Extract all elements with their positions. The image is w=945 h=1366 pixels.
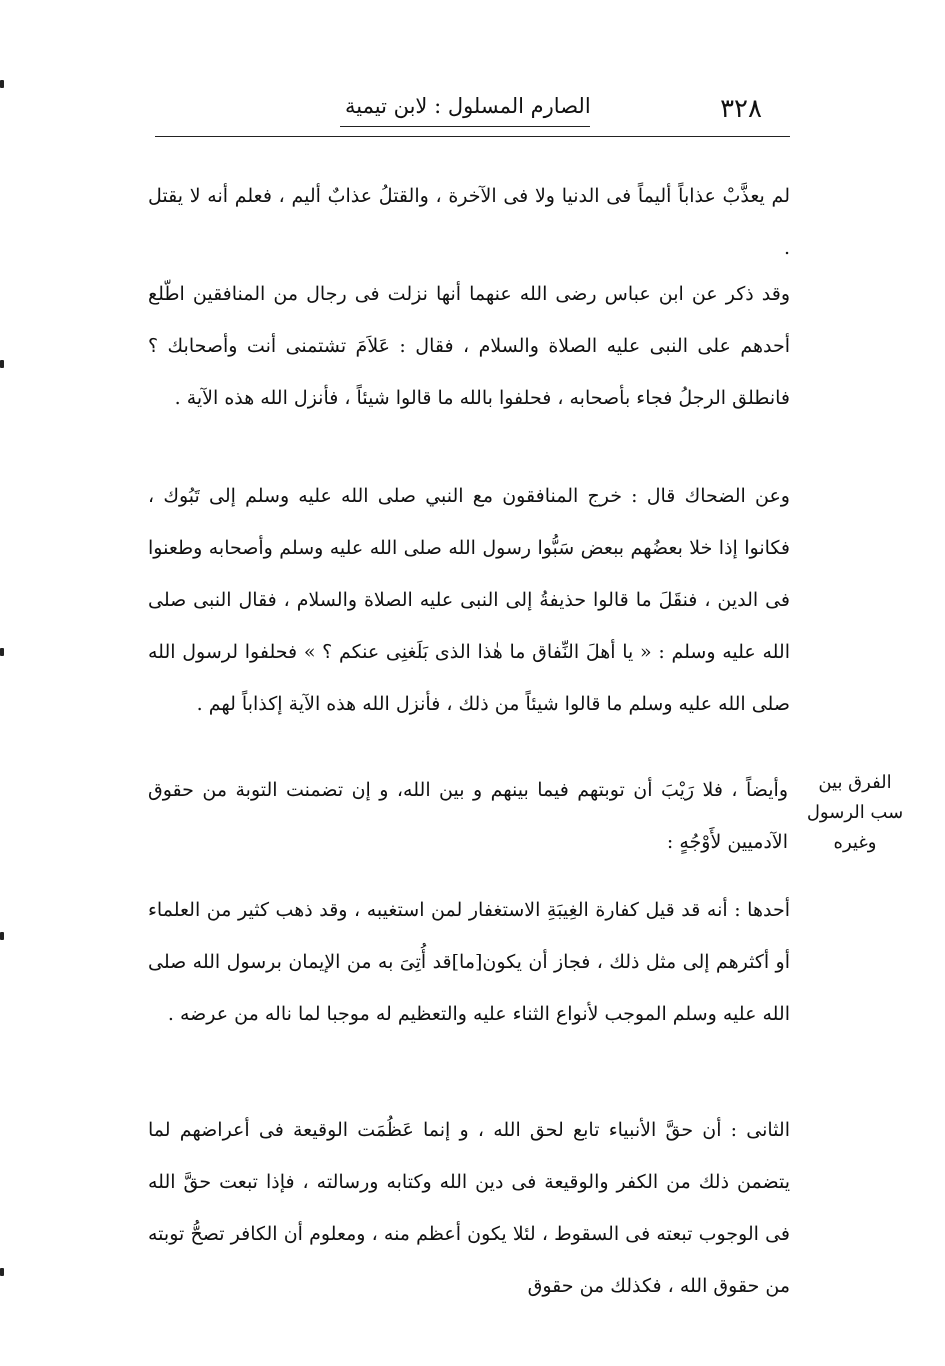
margin-note: الفرق بين سب الرسول وغيره <box>806 772 904 853</box>
paragraph: أحدها : أنه قد قيل كفارة الغِيبَةِ الاستغفار لمن استغيبه ، وقد ذهب كثير من العلماء أو أكثرهم إلى مثل ذلك ، فجاز أن يكون[ما]قد أُتِىَ به من الإيمان برسول الله صلى الله عليه وسلم الموجب لأنواع الثناء عليه والتعظيم له موجبا لما ناله من عرضه . <box>148 899 790 1025</box>
running-title: الصارم المسلول : لابن تيمية <box>345 94 591 118</box>
page-header <box>155 88 790 124</box>
page-number: ٣٢٨ <box>720 94 762 124</box>
header-rule <box>155 136 790 137</box>
scan-edge-mark <box>0 648 4 656</box>
scan-edge-mark <box>0 1268 4 1276</box>
paragraph: لم يعذَّبْ عذاباً أليماً فى الدنيا ولا فى الآخرة ، والقتلُ عذابٌ أليم ، فعلم أنه لا يقتل . <box>148 185 790 259</box>
paragraph: وعن الضحاك قال : خرج المنافقون مع النبي صلى الله عليه وسلم إلى تَبُوك ، فكانوا إذا خلا بعضُهم ببعض سَبُّوا رسول الله صلى الله عليه وسلم وأصحابه وطعنوا فى الدين ، فنقَلَ ما قالوا حذيفةُ إلى النبى عليه الصلاة والسلام ، فقال النبى صلى الله عليه وسلم : « يا أهلَ النِّفاق ما هٰذا الذى بَلَغنِى عنكم ؟ » فحلفوا لرسول الله صلى الله عليه وسلم ما قالوا شيئاً من ذلك ، فأنزل الله هذه الآية إكذاباً لهم . <box>148 485 790 715</box>
scan-edge-mark <box>0 360 4 368</box>
paragraph: وقد ذكر عن ابن عباس رضى الله عنهما أنها نزلت فى رجال من المنافقين اطّلع أحدهم على النبى عليه الصلاة والسلام ، فقال : عَلاَمَ تشتمنى أنت وأصحابك ؟ فانطلق الرجلُ فجاء بأصحابه ، فحلفوا بالله ما قالوا شيئاً ، فأنزل الله هذه الآية . <box>148 283 790 409</box>
scan-edge-mark <box>0 80 4 88</box>
paragraph: الثانى : أن حقَّ الأنبياء تابع لحق الله ، و إنما عَظُمَت الوقيعة فى أعراضهم لما يتضمن ذلك من الكفر والوقيعة فى دين الله وكتابه ورسالته ، فإذا تبعت حقَّ الله فى الوجوب تبعته فى السقوط ، لئلا يكون أعظم منه ، ومعلوم أن الكافر تصحُّ توبته من حقوق الله ، فكذلك من حقوق <box>148 1119 790 1297</box>
paragraph: وأيضاً ، فلا رَيْبَ أن توبتهم فيما بينهم و بين الله، و إن تضمنت التوبة من حقوق الآدميين لأَوْجُهٍ : <box>148 779 788 853</box>
title-underline <box>340 126 590 127</box>
scan-edge-mark <box>0 932 4 940</box>
